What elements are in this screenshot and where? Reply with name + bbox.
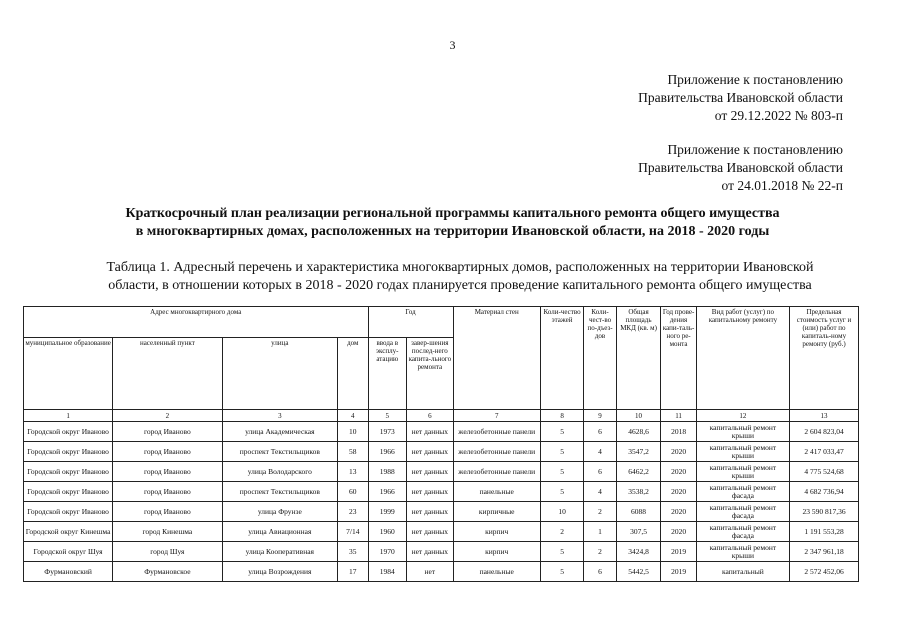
table-row xyxy=(24,562,859,582)
cell-work-type: капитальный ремонт фасада xyxy=(696,502,789,522)
column-number: 4 xyxy=(338,410,368,422)
cell-work-type: капитальный ремонт крыши xyxy=(696,462,789,482)
cell-repair-year: 2018 xyxy=(661,422,696,442)
cell-year-commissioned: 1966 xyxy=(368,442,407,462)
cell-repair-year: 2019 xyxy=(661,542,696,562)
cell-year-commissioned: 1999 xyxy=(368,502,407,522)
cell-street: улица Академическая xyxy=(222,422,338,442)
header-year-commissioned: ввода в эксплу-атацию xyxy=(368,338,407,410)
cell-street: проспект Текстильщиков xyxy=(222,482,338,502)
cell-repair-year: 2020 xyxy=(661,482,696,502)
cell-year-commissioned: 1973 xyxy=(368,422,407,442)
header-settlement: населенный пункт xyxy=(113,338,222,410)
cell-repair-year: 2020 xyxy=(661,502,696,522)
cell-wall-material: панельные xyxy=(453,482,540,502)
document-title xyxy=(0,205,905,241)
cell-year-commissioned: 1960 xyxy=(368,522,407,542)
cell-wall-material: кирпич xyxy=(453,542,540,562)
cell-house: 60 xyxy=(338,482,368,502)
cell-work-type: капитальный ремонт фасада xyxy=(696,522,789,542)
cell-entrances: 2 xyxy=(584,502,616,522)
cell-wall-material: кирпичные xyxy=(453,502,540,522)
column-number: 10 xyxy=(616,410,661,422)
appendix-line: Приложение к постановлению xyxy=(667,72,843,87)
page-number: 3 xyxy=(449,38,456,52)
cell-year-last-repair: нет данных xyxy=(407,502,454,522)
cell-floors: 10 xyxy=(540,502,584,522)
cell-settlement: город Иваново xyxy=(113,482,222,502)
column-number: 9 xyxy=(584,410,616,422)
caption-line: области, в отношении которых в 2018 - 2020 годах планируется проведение капитального ремонта общего имущества xyxy=(108,278,812,293)
table-row xyxy=(24,502,859,522)
cell-municipality: Городской округ Кинешма xyxy=(24,522,113,542)
cell-wall-material: железобетонные панели xyxy=(453,462,540,482)
cell-total-area: 3547,2 xyxy=(616,442,661,462)
cell-street: улица Володарского xyxy=(222,462,338,482)
table-body xyxy=(24,422,859,582)
cell-entrances: 4 xyxy=(584,442,616,462)
capital-repair-table xyxy=(23,306,859,582)
cell-floors: 5 xyxy=(540,422,584,442)
table-row xyxy=(24,422,859,442)
table-row xyxy=(24,522,859,542)
cell-entrances: 6 xyxy=(584,562,616,582)
cell-floors: 5 xyxy=(540,482,584,502)
column-number: 8 xyxy=(540,410,584,422)
cell-settlement: город Иваново xyxy=(113,502,222,522)
appendix-line: Правительства Ивановской области xyxy=(638,160,843,175)
cell-max-cost: 2 572 452,06 xyxy=(790,562,859,582)
header-address-group: Адрес многоквартирного дома xyxy=(24,307,369,338)
cell-repair-year: 2020 xyxy=(661,442,696,462)
appendix-block-original xyxy=(638,141,843,195)
cell-settlement: город Иваново xyxy=(113,422,222,442)
cell-floors: 5 xyxy=(540,562,584,582)
header-total-area: Общая площадь МКД (кв. м) xyxy=(616,307,661,410)
cell-year-commissioned: 1988 xyxy=(368,462,407,482)
cell-floors: 5 xyxy=(540,542,584,562)
cell-street: улица Фрунзе xyxy=(222,502,338,522)
header-floors: Коли-чество этажей xyxy=(540,307,584,410)
cell-work-type: капитальный ремонт крыши xyxy=(696,542,789,562)
cell-wall-material: железобетонные панели xyxy=(453,442,540,462)
cell-total-area: 307,5 xyxy=(616,522,661,542)
appendix-line: Приложение к постановлению xyxy=(667,142,843,157)
cell-municipality: Городской округ Иваново xyxy=(24,502,113,522)
cell-repair-year: 2020 xyxy=(661,462,696,482)
cell-year-last-repair: нет данных xyxy=(407,422,454,442)
title-line: Краткосрочный план реализации региональной программы капитального ремонта общего имущества xyxy=(125,206,780,221)
caption-line: Таблица 1. Адресный перечень и характеристика многоквартирных домов, расположенных на территории Ивановской xyxy=(106,260,814,275)
appendix-line: от 29.12.2022 № 803-п xyxy=(714,108,843,123)
cell-total-area: 3538,2 xyxy=(616,482,661,502)
cell-entrances: 2 xyxy=(584,542,616,562)
cell-total-area: 6088 xyxy=(616,502,661,522)
table-row xyxy=(24,442,859,462)
cell-year-last-repair: нет данных xyxy=(407,542,454,562)
header-municipality: муниципальное образование xyxy=(24,338,113,410)
header-repair-year: Год прове-дения капи-таль-ного ре-монта xyxy=(661,307,696,410)
cell-settlement: город Кинешма xyxy=(113,522,222,542)
cell-work-type: капитальный ремонт крыши xyxy=(696,442,789,462)
cell-municipality: Городской округ Иваново xyxy=(24,462,113,482)
table-row xyxy=(24,462,859,482)
column-number: 7 xyxy=(453,410,540,422)
cell-settlement: город Иваново xyxy=(113,462,222,482)
appendix-line: Правительства Ивановской области xyxy=(638,90,843,105)
cell-year-last-repair: нет данных xyxy=(407,462,454,482)
cell-municipality: Городской округ Иваново xyxy=(24,482,113,502)
cell-house: 58 xyxy=(338,442,368,462)
header-max-cost: Предельная стоимость услуг и (или) работ по капиталь-ному ремонту (руб.) xyxy=(790,307,859,410)
cell-entrances: 4 xyxy=(584,482,616,502)
cell-wall-material: железобетонные панели xyxy=(453,422,540,442)
column-number: 6 xyxy=(407,410,454,422)
column-number: 13 xyxy=(790,410,859,422)
header-street: улица xyxy=(222,338,338,410)
table-row xyxy=(24,482,859,502)
cell-entrances: 1 xyxy=(584,522,616,542)
cell-street: улица Кооперативная xyxy=(222,542,338,562)
column-number: 5 xyxy=(368,410,407,422)
cell-house: 23 xyxy=(338,502,368,522)
cell-total-area: 5442,5 xyxy=(616,562,661,582)
cell-house: 7/14 xyxy=(338,522,368,542)
cell-work-type: капитальный ремонт фасада xyxy=(696,482,789,502)
cell-max-cost: 2 604 823,04 xyxy=(790,422,859,442)
cell-municipality: Городской округ Иваново xyxy=(24,442,113,462)
table-row xyxy=(24,542,859,562)
column-number: 11 xyxy=(661,410,696,422)
cell-repair-year: 2019 xyxy=(661,562,696,582)
cell-settlement: город Иваново xyxy=(113,442,222,462)
cell-entrances: 6 xyxy=(584,462,616,482)
cell-street: улица Возрождения xyxy=(222,562,338,582)
cell-year-commissioned: 1984 xyxy=(368,562,407,582)
header-wall-material: Материал стен xyxy=(453,307,540,410)
title-line: в многоквартирных домах, расположенных на территории Ивановской области, на 2018 - 2020 годы xyxy=(135,224,770,239)
cell-street: улица Авиационная xyxy=(222,522,338,542)
cell-entrances: 6 xyxy=(584,422,616,442)
cell-year-last-repair: нет данных xyxy=(407,522,454,542)
appendix-line: от 24.01.2018 № 22-п xyxy=(721,178,843,193)
cell-year-last-repair: нет данных xyxy=(407,442,454,462)
cell-work-type: капитальный ремонт крыши xyxy=(696,422,789,442)
cell-floors: 5 xyxy=(540,462,584,482)
column-number: 2 xyxy=(113,410,222,422)
table-caption xyxy=(40,259,880,295)
cell-year-commissioned: 1970 xyxy=(368,542,407,562)
cell-house: 35 xyxy=(338,542,368,562)
cell-street: проспект Текстильщиков xyxy=(222,442,338,462)
header-entrances: Коли-чест-во по-дъез-дов xyxy=(584,307,616,410)
cell-year-last-repair: нет данных xyxy=(407,482,454,502)
cell-municipality: Фурмановский xyxy=(24,562,113,582)
cell-municipality: Городской округ Шуя xyxy=(24,542,113,562)
header-year-last-repair: завер-шения послед-него капита-льного ремонта xyxy=(407,338,454,410)
cell-year-last-repair: нет xyxy=(407,562,454,582)
column-number: 3 xyxy=(222,410,338,422)
cell-municipality: Городской округ Иваново xyxy=(24,422,113,442)
cell-total-area: 6462,2 xyxy=(616,462,661,482)
cell-house: 10 xyxy=(338,422,368,442)
cell-max-cost: 4 682 736,94 xyxy=(790,482,859,502)
cell-house: 17 xyxy=(338,562,368,582)
column-number: 12 xyxy=(696,410,789,422)
header-house: дом xyxy=(338,338,368,410)
header-work-type: Вид работ (услуг) по капитальному ремонту xyxy=(696,307,789,410)
cell-work-type: капитальный xyxy=(696,562,789,582)
cell-max-cost: 2 347 961,18 xyxy=(790,542,859,562)
header-year-group: Год xyxy=(368,307,453,338)
cell-year-commissioned: 1966 xyxy=(368,482,407,502)
cell-max-cost: 23 590 817,36 xyxy=(790,502,859,522)
cell-settlement: Фурмановское xyxy=(113,562,222,582)
cell-max-cost: 4 775 524,68 xyxy=(790,462,859,482)
cell-max-cost: 1 191 553,28 xyxy=(790,522,859,542)
cell-settlement: город Шуя xyxy=(113,542,222,562)
appendix-block-current xyxy=(638,71,843,125)
cell-wall-material: панельные xyxy=(453,562,540,582)
column-number-row xyxy=(24,410,859,422)
cell-total-area: 3424,8 xyxy=(616,542,661,562)
cell-wall-material: кирпич xyxy=(453,522,540,542)
cell-floors: 5 xyxy=(540,442,584,462)
cell-repair-year: 2020 xyxy=(661,522,696,542)
cell-house: 13 xyxy=(338,462,368,482)
cell-floors: 2 xyxy=(540,522,584,542)
cell-total-area: 4628,6 xyxy=(616,422,661,442)
column-number: 1 xyxy=(24,410,113,422)
cell-max-cost: 2 417 033,47 xyxy=(790,442,859,462)
